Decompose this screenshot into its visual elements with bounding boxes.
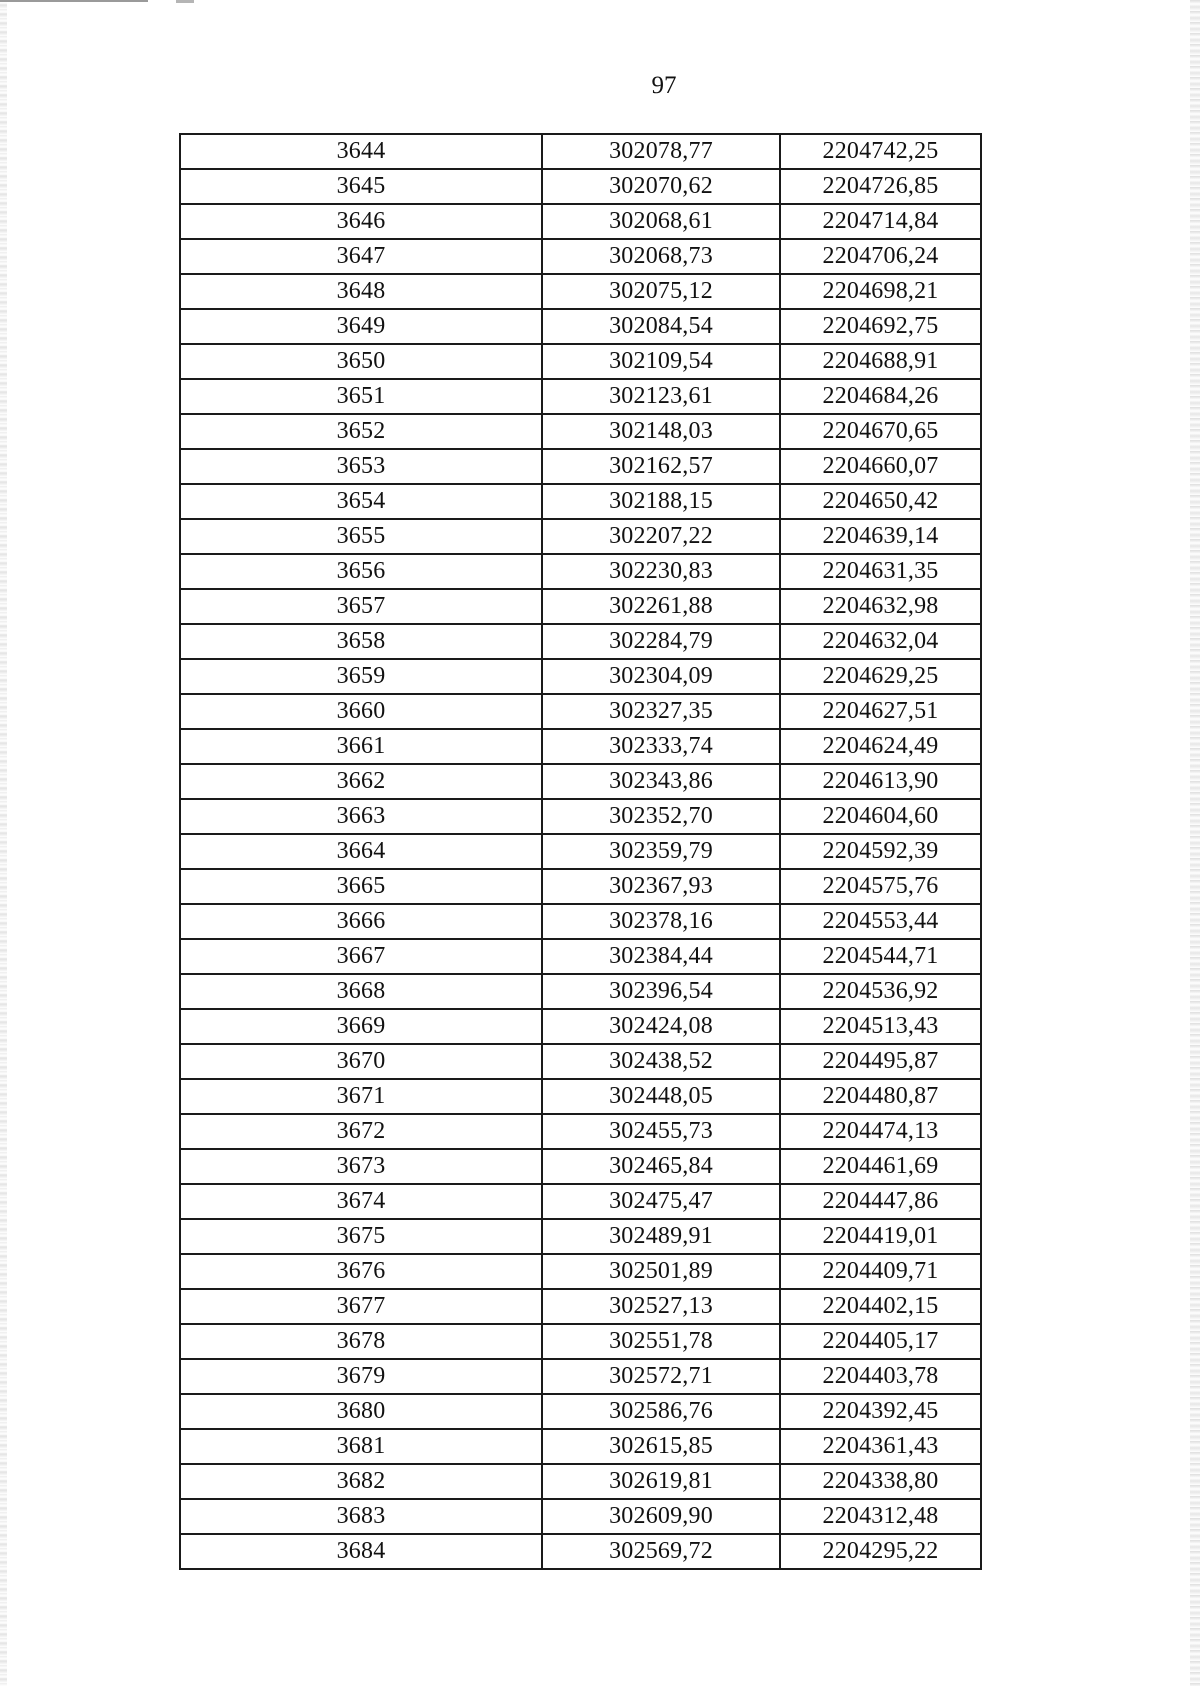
table-row xyxy=(180,729,981,764)
point-number-cell: 3681 xyxy=(180,1429,542,1464)
x-coordinate-cell: 302162,57 xyxy=(542,449,780,484)
point-number-cell: 3671 xyxy=(180,1079,542,1114)
point-number-cell: 3675 xyxy=(180,1219,542,1254)
point-number-cell: 3670 xyxy=(180,1044,542,1079)
table-row xyxy=(180,239,981,274)
x-coordinate-cell: 302359,79 xyxy=(542,834,780,869)
y-coordinate-cell: 2204592,39 xyxy=(780,834,981,869)
table-row xyxy=(180,274,981,309)
point-number-cell: 3673 xyxy=(180,1149,542,1184)
point-number-cell: 3662 xyxy=(180,764,542,799)
coordinates-table xyxy=(179,133,982,1570)
y-coordinate-cell: 2204632,98 xyxy=(780,589,981,624)
point-number-cell: 3677 xyxy=(180,1289,542,1324)
point-number-cell: 3682 xyxy=(180,1464,542,1499)
x-coordinate-cell: 302075,12 xyxy=(542,274,780,309)
y-coordinate-cell: 2204495,87 xyxy=(780,1044,981,1079)
scan-edge-right xyxy=(1190,0,1200,1686)
x-coordinate-cell: 302327,35 xyxy=(542,694,780,729)
x-coordinate-cell: 302438,52 xyxy=(542,1044,780,1079)
y-coordinate-cell: 2204624,49 xyxy=(780,729,981,764)
table-row xyxy=(180,414,981,449)
x-coordinate-cell: 302123,61 xyxy=(542,379,780,414)
y-coordinate-cell: 2204409,71 xyxy=(780,1254,981,1289)
x-coordinate-cell: 302148,03 xyxy=(542,414,780,449)
table-row xyxy=(180,379,981,414)
point-number-cell: 3678 xyxy=(180,1324,542,1359)
table-row xyxy=(180,1429,981,1464)
x-coordinate-cell: 302455,73 xyxy=(542,1114,780,1149)
y-coordinate-cell: 2204604,60 xyxy=(780,799,981,834)
y-coordinate-cell: 2204295,22 xyxy=(780,1534,981,1569)
y-coordinate-cell: 2204312,48 xyxy=(780,1499,981,1534)
y-coordinate-cell: 2204402,15 xyxy=(780,1289,981,1324)
table-row xyxy=(180,134,981,169)
x-coordinate-cell: 302352,70 xyxy=(542,799,780,834)
table-row xyxy=(180,764,981,799)
x-coordinate-cell: 302230,83 xyxy=(542,554,780,589)
table-row xyxy=(180,1289,981,1324)
x-coordinate-cell: 302424,08 xyxy=(542,1009,780,1044)
point-number-cell: 3645 xyxy=(180,169,542,204)
table-row xyxy=(180,1359,981,1394)
x-coordinate-cell: 302572,71 xyxy=(542,1359,780,1394)
y-coordinate-cell: 2204629,25 xyxy=(780,659,981,694)
y-coordinate-cell: 2204742,25 xyxy=(780,134,981,169)
x-coordinate-cell: 302489,91 xyxy=(542,1219,780,1254)
point-number-cell: 3646 xyxy=(180,204,542,239)
y-coordinate-cell: 2204688,91 xyxy=(780,344,981,379)
x-coordinate-cell: 302551,78 xyxy=(542,1324,780,1359)
point-number-cell: 3676 xyxy=(180,1254,542,1289)
table-row xyxy=(180,169,981,204)
y-coordinate-cell: 2204536,92 xyxy=(780,974,981,1009)
x-coordinate-cell: 302078,77 xyxy=(542,134,780,169)
x-coordinate-cell: 302068,61 xyxy=(542,204,780,239)
scan-top-dot xyxy=(176,0,194,3)
y-coordinate-cell: 2204447,86 xyxy=(780,1184,981,1219)
table-row xyxy=(180,834,981,869)
x-coordinate-cell: 302304,09 xyxy=(542,659,780,694)
point-number-cell: 3668 xyxy=(180,974,542,1009)
table-row xyxy=(180,624,981,659)
y-coordinate-cell: 2204480,87 xyxy=(780,1079,981,1114)
x-coordinate-cell: 302384,44 xyxy=(542,939,780,974)
y-coordinate-cell: 2204650,42 xyxy=(780,484,981,519)
point-number-cell: 3644 xyxy=(180,134,542,169)
point-number-cell: 3669 xyxy=(180,1009,542,1044)
table-row xyxy=(180,939,981,974)
y-coordinate-cell: 2204361,43 xyxy=(780,1429,981,1464)
y-coordinate-cell: 2204392,45 xyxy=(780,1394,981,1429)
table-row xyxy=(180,519,981,554)
y-coordinate-cell: 2204513,43 xyxy=(780,1009,981,1044)
point-number-cell: 3660 xyxy=(180,694,542,729)
point-number-cell: 3661 xyxy=(180,729,542,764)
point-number-cell: 3680 xyxy=(180,1394,542,1429)
point-number-cell: 3655 xyxy=(180,519,542,554)
y-coordinate-cell: 2204639,14 xyxy=(780,519,981,554)
x-coordinate-cell: 302501,89 xyxy=(542,1254,780,1289)
x-coordinate-cell: 302475,47 xyxy=(542,1184,780,1219)
y-coordinate-cell: 2204461,69 xyxy=(780,1149,981,1184)
table-row xyxy=(180,1499,981,1534)
x-coordinate-cell: 302343,86 xyxy=(542,764,780,799)
x-coordinate-cell: 302207,22 xyxy=(542,519,780,554)
page-number: 97 xyxy=(651,72,677,99)
table-row xyxy=(180,1324,981,1359)
table-row xyxy=(180,1149,981,1184)
point-number-cell: 3672 xyxy=(180,1114,542,1149)
table-row xyxy=(180,1114,981,1149)
table-row xyxy=(180,1044,981,1079)
table-row xyxy=(180,589,981,624)
table-row xyxy=(180,484,981,519)
x-coordinate-cell: 302619,81 xyxy=(542,1464,780,1499)
y-coordinate-cell: 2204405,17 xyxy=(780,1324,981,1359)
y-coordinate-cell: 2204698,21 xyxy=(780,274,981,309)
scan-edge-left xyxy=(0,0,7,1686)
point-number-cell: 3649 xyxy=(180,309,542,344)
table-row xyxy=(180,1079,981,1114)
y-coordinate-cell: 2204692,75 xyxy=(780,309,981,344)
y-coordinate-cell: 2204632,04 xyxy=(780,624,981,659)
y-coordinate-cell: 2204631,35 xyxy=(780,554,981,589)
point-number-cell: 3684 xyxy=(180,1534,542,1569)
y-coordinate-cell: 2204714,84 xyxy=(780,204,981,239)
x-coordinate-cell: 302586,76 xyxy=(542,1394,780,1429)
x-coordinate-cell: 302284,79 xyxy=(542,624,780,659)
x-coordinate-cell: 302396,54 xyxy=(542,974,780,1009)
x-coordinate-cell: 302609,90 xyxy=(542,1499,780,1534)
scan-top-mark xyxy=(0,0,148,2)
y-coordinate-cell: 2204338,80 xyxy=(780,1464,981,1499)
x-coordinate-cell: 302569,72 xyxy=(542,1534,780,1569)
point-number-cell: 3656 xyxy=(180,554,542,589)
y-coordinate-cell: 2204553,44 xyxy=(780,904,981,939)
x-coordinate-cell: 302070,62 xyxy=(542,169,780,204)
x-coordinate-cell: 302465,84 xyxy=(542,1149,780,1184)
point-number-cell: 3647 xyxy=(180,239,542,274)
point-number-cell: 3648 xyxy=(180,274,542,309)
table-row xyxy=(180,799,981,834)
table-row xyxy=(180,1009,981,1044)
table-row xyxy=(180,974,981,1009)
x-coordinate-cell: 302188,15 xyxy=(542,484,780,519)
point-number-cell: 3666 xyxy=(180,904,542,939)
y-coordinate-cell: 2204613,90 xyxy=(780,764,981,799)
y-coordinate-cell: 2204670,65 xyxy=(780,414,981,449)
point-number-cell: 3652 xyxy=(180,414,542,449)
y-coordinate-cell: 2204474,13 xyxy=(780,1114,981,1149)
coordinates-table-body xyxy=(180,134,981,1569)
point-number-cell: 3665 xyxy=(180,869,542,904)
point-number-cell: 3683 xyxy=(180,1499,542,1534)
table-row xyxy=(180,694,981,729)
y-coordinate-cell: 2204403,78 xyxy=(780,1359,981,1394)
x-coordinate-cell: 302109,54 xyxy=(542,344,780,379)
table-row xyxy=(180,1394,981,1429)
table-row xyxy=(180,309,981,344)
point-number-cell: 3653 xyxy=(180,449,542,484)
x-coordinate-cell: 302615,85 xyxy=(542,1429,780,1464)
table-row xyxy=(180,869,981,904)
point-number-cell: 3679 xyxy=(180,1359,542,1394)
x-coordinate-cell: 302448,05 xyxy=(542,1079,780,1114)
x-coordinate-cell: 302261,88 xyxy=(542,589,780,624)
y-coordinate-cell: 2204544,71 xyxy=(780,939,981,974)
x-coordinate-cell: 302527,13 xyxy=(542,1289,780,1324)
point-number-cell: 3657 xyxy=(180,589,542,624)
y-coordinate-cell: 2204660,07 xyxy=(780,449,981,484)
point-number-cell: 3663 xyxy=(180,799,542,834)
table-row xyxy=(180,449,981,484)
table-row xyxy=(180,344,981,379)
table-row xyxy=(180,554,981,589)
x-coordinate-cell: 302084,54 xyxy=(542,309,780,344)
table-row xyxy=(180,204,981,239)
table-row xyxy=(180,659,981,694)
table-row xyxy=(180,1254,981,1289)
point-number-cell: 3667 xyxy=(180,939,542,974)
table-row xyxy=(180,1464,981,1499)
y-coordinate-cell: 2204575,76 xyxy=(780,869,981,904)
point-number-cell: 3674 xyxy=(180,1184,542,1219)
x-coordinate-cell: 302367,93 xyxy=(542,869,780,904)
y-coordinate-cell: 2204627,51 xyxy=(780,694,981,729)
point-number-cell: 3654 xyxy=(180,484,542,519)
y-coordinate-cell: 2204706,24 xyxy=(780,239,981,274)
table-row xyxy=(180,904,981,939)
y-coordinate-cell: 2204684,26 xyxy=(780,379,981,414)
point-number-cell: 3659 xyxy=(180,659,542,694)
x-coordinate-cell: 302378,16 xyxy=(542,904,780,939)
point-number-cell: 3650 xyxy=(180,344,542,379)
point-number-cell: 3664 xyxy=(180,834,542,869)
x-coordinate-cell: 302333,74 xyxy=(542,729,780,764)
point-number-cell: 3651 xyxy=(180,379,542,414)
y-coordinate-cell: 2204419,01 xyxy=(780,1219,981,1254)
table-row xyxy=(180,1219,981,1254)
x-coordinate-cell: 302068,73 xyxy=(542,239,780,274)
table-row xyxy=(180,1184,981,1219)
y-coordinate-cell: 2204726,85 xyxy=(780,169,981,204)
table-row xyxy=(180,1534,981,1569)
point-number-cell: 3658 xyxy=(180,624,542,659)
